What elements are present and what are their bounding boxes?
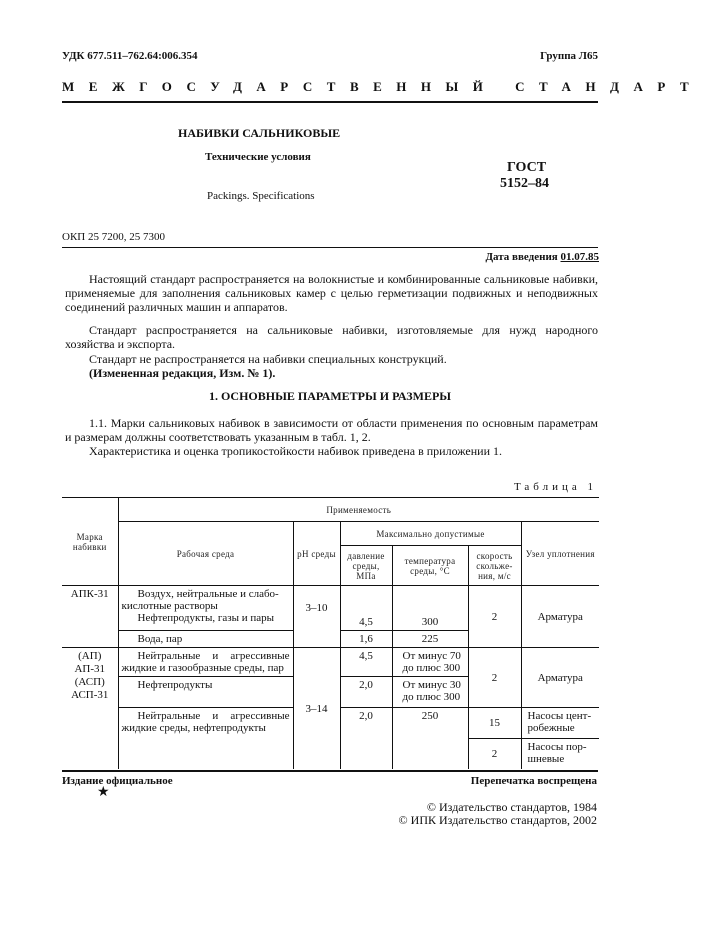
th-medium: Рабочая среда (118, 522, 293, 586)
table-1 (62, 497, 599, 769)
paragraph-excludes: Стандарт не распространяется на набивки специальных конструкций. (89, 352, 447, 366)
copyright-1984: © Издательство стандартов, 1984 (426, 800, 597, 814)
okp-code: ОКП 25 7200, 25 7300 (62, 231, 165, 243)
star-icon: ★ (97, 785, 110, 800)
paragraph-appendix: Характеристика и оценка тропикостойкости набивок приведена в приложении 1. (89, 444, 503, 458)
speed-cell: 2 (468, 739, 521, 770)
medium-cell: Нейтральные и агрессивные жидкие среды, нефтепродукты (118, 708, 293, 770)
intro-date-value: 01.07.85 (560, 251, 599, 263)
intro-date (485, 251, 599, 263)
temperature-cell: 300 (392, 586, 468, 631)
table-header-row (62, 522, 599, 546)
speed-cell: 2 (468, 586, 521, 648)
brand-cell: АПК-31 (70, 588, 109, 600)
table-header-row (62, 498, 599, 522)
official-edition: Издание официальное (62, 775, 173, 787)
ph-cell-empty (293, 631, 340, 648)
th-unit: Узел уплотнения (521, 522, 599, 586)
header-rule (62, 101, 598, 103)
unit-cell: Насосы цент-робежные (521, 708, 599, 739)
th-brand: Марка набивки (62, 498, 118, 586)
gost-number: 5152–84 (500, 176, 549, 191)
th-temperature: температура среды, °С (392, 546, 468, 586)
standard-banner: МЕЖГОСУДАРСТВЕННЫЙ СТАНДАРТ (62, 79, 703, 94)
temperature-cell: От минус 30 до плюс 300 (392, 677, 468, 708)
paragraph-1-1: 1.1. Марки сальниковых набивок в зависимости от области применения по основным параметрам и размерам должны соответствовать указанным в табл. 1, 2. (65, 416, 598, 444)
speed-cell: 15 (468, 708, 521, 739)
footer-rule (62, 770, 598, 772)
section-heading: 1. ОСНОВНЫЕ ПАРАМЕТРЫ И РАЗМЕРЫ (208, 389, 452, 403)
reprint-notice: Перепечатка воспрещена (470, 775, 597, 787)
doc-subtitle: Технические условия (205, 151, 311, 163)
unit-cell: Арматура (521, 586, 599, 648)
unit-cell: Арматура (521, 648, 599, 708)
group-code: Группа Л65 (540, 50, 598, 62)
th-applicability: Применяемость (118, 498, 599, 522)
table-row (62, 586, 599, 627)
temperature-cell: 250 (392, 708, 468, 770)
table-row (62, 648, 599, 677)
medium-cell: Воздух, нейтральные и слабо-кислотные растворы Нефтепродукты, газы и пары (118, 586, 293, 627)
th-ph: pH среды (293, 522, 340, 586)
doc-title: НАБИВКИ САЛЬНИКОВЫЕ (178, 126, 341, 140)
pressure-cell: 4,5 (340, 648, 392, 677)
pressure-cell: 4,5 (340, 586, 392, 631)
udk-code: УДК 677.511–762.64:006.354 (62, 50, 198, 62)
medium-cell: Вода, пар (118, 631, 293, 648)
speed-cell: 2 (468, 648, 521, 708)
pressure-cell: 2,0 (340, 677, 392, 708)
th-pressure: давление среды, МПа (340, 546, 392, 586)
medium-cell: Нейтральные и агрессивные жидкие и газообразные среды, пар (118, 648, 293, 677)
temperature-cell: 225 (392, 631, 468, 648)
brand-cell: (АП) АП-31 (АСП) АСП-31 (62, 648, 118, 770)
th-max-allowed: Максимально допустимые (340, 522, 521, 546)
english-title: Packings. Specifications (207, 190, 315, 202)
gost-label: ГОСТ (507, 160, 547, 175)
paragraph-amendment: (Измененная редакция, Изм. № 1). (89, 366, 276, 380)
unit-cell: Насосы пор-шневые (521, 739, 599, 770)
intro-date-label: Дата введения (485, 251, 558, 263)
paragraph-extends: Стандарт распространяется на сальниковые набивки, изготовляемые для нужд народного хозяйства и экспорта. (65, 323, 598, 351)
pressure-cell: 1,6 (340, 631, 392, 648)
medium-cell: Нефтепродукты (118, 677, 293, 708)
table-caption: Таблица 1 (513, 481, 597, 493)
temperature-cell: От минус 70 до плюс 300 (392, 648, 468, 677)
copyright-2002: © ИПК Издательство стандартов, 2002 (398, 813, 597, 827)
paragraph-scope: Настоящий стандарт распространяется на волокнистые и комбинированные сальниковые набивки, применяемые для заполнения сальниковых камер с целью герметизации подвижных и неподвижных соединений различных машин и аппаратов. (65, 272, 598, 314)
okp-rule (62, 247, 598, 248)
ph-cell: 3–14 (293, 648, 340, 770)
pressure-cell: 2,0 (340, 708, 392, 770)
th-speed: скорость скольже-ния, м/с (468, 546, 521, 586)
ph-cell: 3–10 (293, 586, 340, 631)
